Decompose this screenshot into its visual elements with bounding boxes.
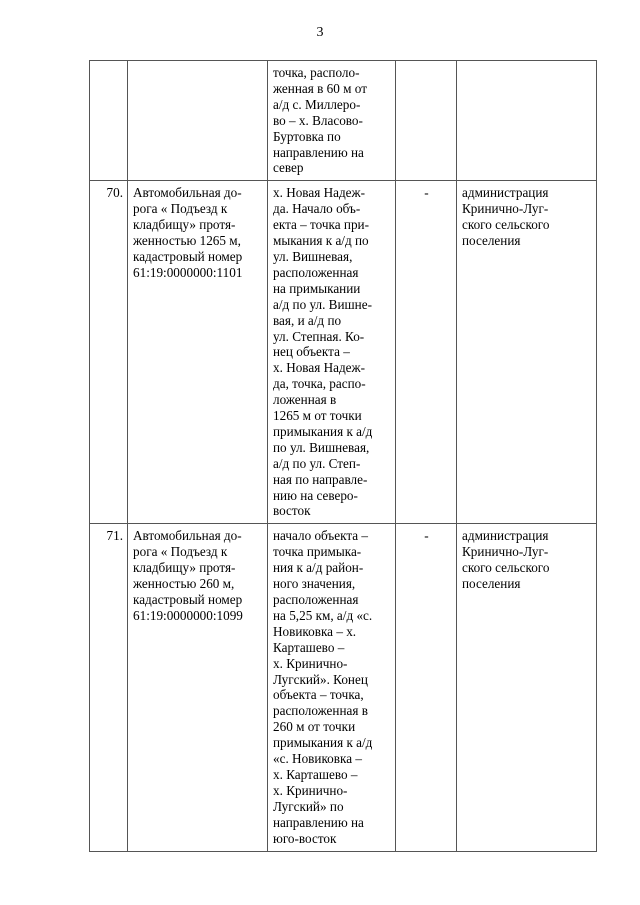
- owner-cell: [457, 61, 597, 181]
- road-name-cell: Автомобильная до- рога « Подъезд к кладбищу» протя- женностью 1265 м, кадастровый номер 61:19:0000000:1101: [128, 181, 268, 524]
- extra-cell: [396, 61, 457, 181]
- road-name-cell: Автомобильная до- рога « Подъезд к кладбищу» протя- женностью 260 м, кадастровый номер 61:19:0000000:1099: [128, 524, 268, 851]
- row-number-cell: 71.: [90, 524, 128, 851]
- table-row: [90, 61, 597, 181]
- extra-cell: -: [396, 524, 457, 851]
- road-location-cell: начало объекта – точка примыка- ния к а/д район- ного значения, расположенная на 5,25 км, а/д «с. Новиковка – х. Карташево – х. Кринично- Лугский». Конец объекта – точка, расположенная в 260 м от точки примыкания к а/д «с. Новиковка – х. Карташево – х. Кринично- Лугский» по направлению на юго-восток: [268, 524, 396, 851]
- row-number-cell: [90, 61, 128, 181]
- table-row: [90, 524, 597, 851]
- page-number: 3: [316, 25, 324, 40]
- table-row: [90, 181, 597, 524]
- extra-cell: -: [396, 181, 457, 524]
- road-name-cell: [128, 61, 268, 181]
- owner-cell: администрация Кринично-Луг- ского сельского поселения: [457, 524, 597, 851]
- road-location-cell: х. Новая Надеж- да. Начало объ- екта – точка при- мыкания к а/д по ул. Вишневая, расположенная на примыкании а/д по ул. Вишне- вая, и а/д по ул. Степная. Ко- нец объекта – х. Новая Надеж- да, точка, распо- ложенная в 1265 м от точки примыкания к а/д по ул. Вишневая, а/д по ул. Степ- ная по направле- нию на северо- восток: [268, 181, 396, 524]
- owner-cell: администрация Кринично-Луг- ского сельского поселения: [457, 181, 597, 524]
- road-location-cell: точка, располо- женная в 60 м от а/д с. Миллеро- во – х. Власово- Буртовка по направлению на север: [268, 61, 396, 181]
- row-number-cell: 70.: [90, 181, 128, 524]
- road-registry-table: [89, 60, 597, 852]
